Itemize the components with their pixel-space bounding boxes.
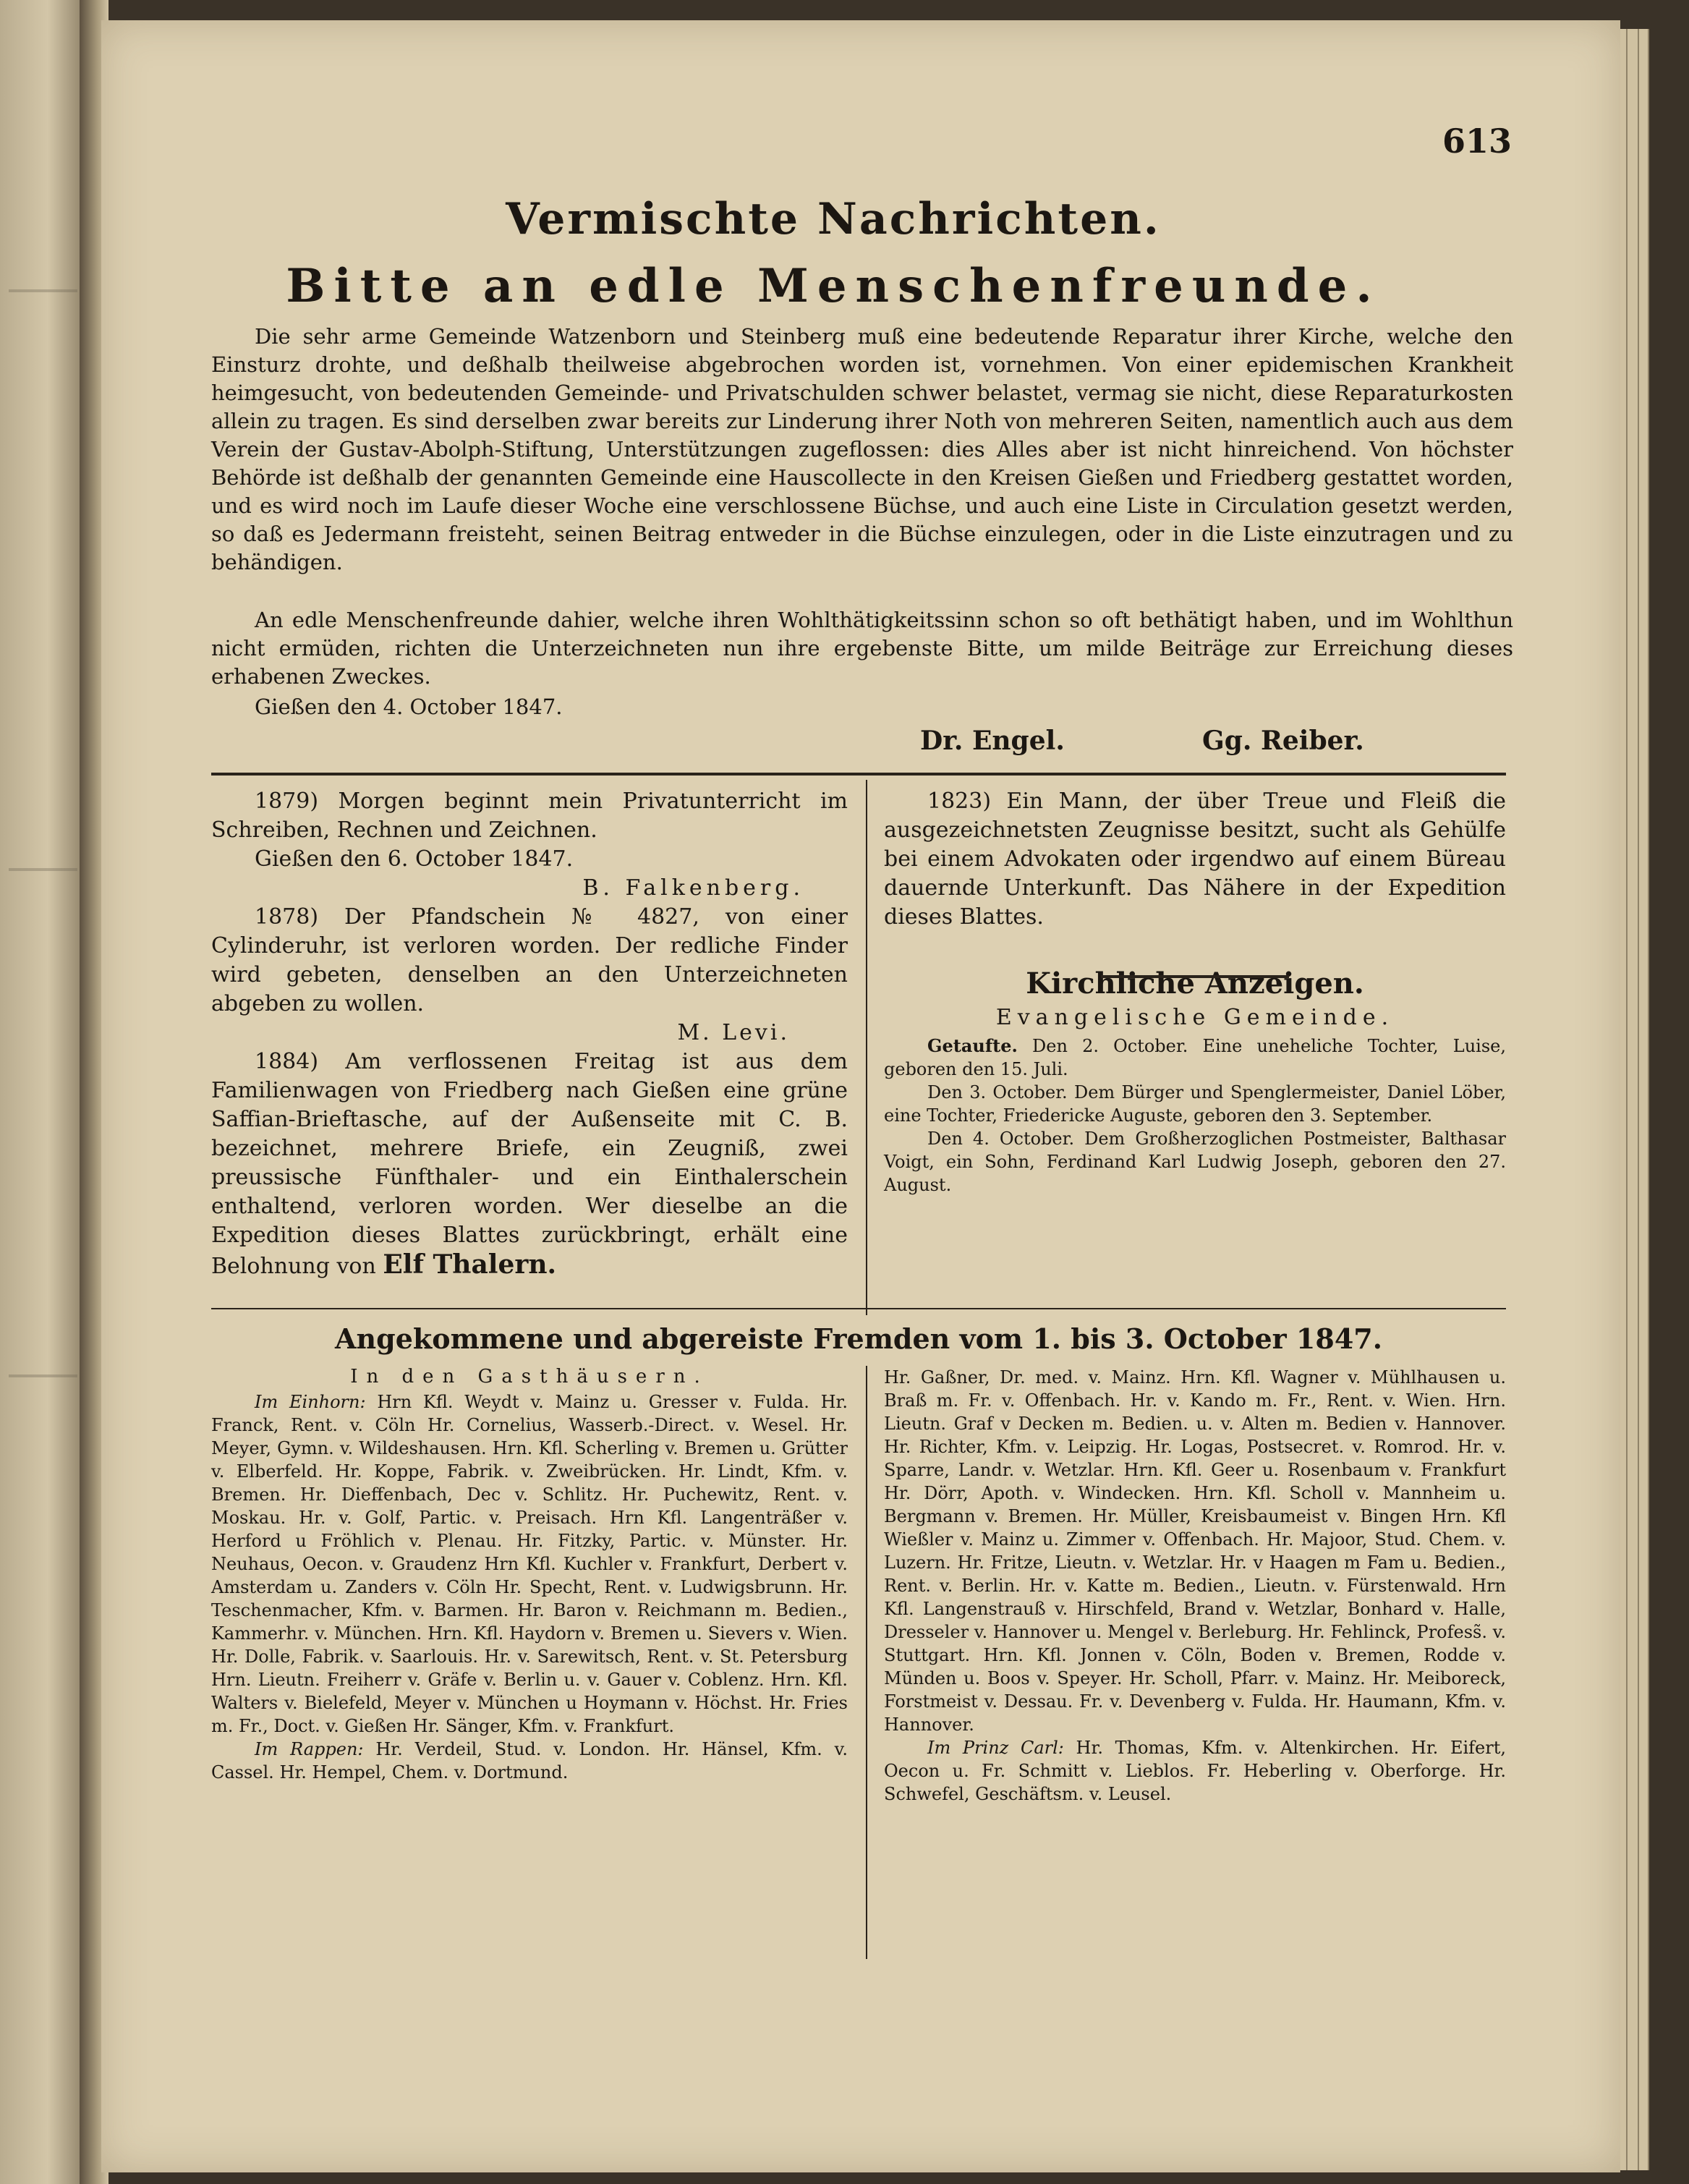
baptism-entry: Den 4. October. Dem Großherzoglichen Postmeister, Balthasar Voigt, ein Sohn, Ferdinand Karl Ludwig Joseph, geboren den 27. August. — [884, 1129, 1506, 1195]
notice-1878-signature: M. Levi. — [677, 1020, 790, 1045]
notice-1884-reward: Elf Thalern. — [383, 1249, 557, 1280]
section-divider — [211, 1308, 1506, 1309]
arrivals-subtitle: In den Gasthäusern. — [350, 1366, 709, 1388]
church-notices-title: Kirchliche Anzeigen. — [1026, 966, 1364, 1000]
baptism-entry — [884, 1034, 1506, 1081]
hotel-label-einhorn: Im Einhorn: — [255, 1392, 366, 1412]
arrivals-rappen — [211, 1738, 848, 1784]
newspaper-page — [101, 20, 1620, 2172]
hotel-label-rappen: Im Rappen: — [255, 1739, 364, 1759]
short-divider — [1101, 975, 1289, 978]
baptisms — [884, 1034, 1506, 1197]
appeal-date: Gießen den 4. October 1847. — [255, 694, 563, 719]
appeal-paragraph-1: Die sehr arme Gemeinde Watzenborn und Steinberg muß eine bedeutende Reparatur ihrer Kirche, welche den Einsturz drohte, und deßhalb theilweise abgebrochen worden ist, vornehmen. Von einer epidemischen Krankheit heimgesucht, von bedeutenden Gemeinde- und Privatschulden schwer belastet, vermag sie nicht, diese Reparaturkosten allein zu tragen. Es sind derselben zwar bereits zur Linderung ihrer Noth von mehreren Seiten, namentlich auch aus dem Verein der Gustav-Abolph-Stiftung, Unterstützungen zugeflossen: dies Alles aber ist nicht hinreichend. Von höchster Behörde ist deßhalb der genannten Gemeinde eine Hauscollecte in den Kreisen Gießen und Friedberg gestattet worden, und es wird noch im Laufe dieser Woche eine verschlossene Büchse, und auch eine Liste in Circulation gesetzt werden, so daß es Jedermann freisteht, seinen Beitrag entweder in die Büchse einzulegen, oder in die Liste einzutragen und zu behändigen. — [211, 324, 1513, 574]
arrivals-title: Angekommene und abgereiste Fremden vom 1. bis 3. October 1847. — [335, 1322, 1382, 1355]
section-title: Vermischte Nachrichten. — [506, 194, 1161, 245]
baptism-text: Den 2. October. Eine uneheliche Tochter, Luise, geboren den 15. Juli. — [884, 1036, 1506, 1079]
notice-1884 — [211, 1048, 848, 1281]
appeal-title: Bitte an edle Menschenfreunde. — [286, 259, 1381, 313]
signer-engel: Dr. Engel. — [920, 726, 1065, 756]
arrivals-continued: Hr. Gaßner, Dr. med. v. Mainz. Hrn. Kfl. Wagner v. Mühlhausen u. Braß m. Fr. v. Offenbach. Hr. v. Kando m. Fr., Rent. v. Wien. Hrn. Lieutn. Graf v Decken m. Bedien. u. v. Alten m. Bedien v. Hannover. Hr. Richter, Kfm. v. Leipzig. Hr. Logas, Postsecret. v. Romrod. Hr. v. Sparre, Landr. v. Wetzlar. Hrn. Kfl. Geer u. Rosenbaum v. Frankfurt Hr. Dörr, Apoth. v. Windecken. Hrn. Kfl. Scholl v. Mannheim u. Bergmann v. Bremen. Hr. Müller, Kreisbaumeist v. Bingen Hrn. Kfl Wießler v. Mainz u. Zimmer v. Offenbach. Hr. Majoor, Stud. Chem. v. Luzern. Hr. Fritze, Lieutn. v. Wetzlar. Hr. v Haagen m Fam u. Bedien., Rent. v. Berlin. Hr. v. Katte m. Bedien., Lieutn. v. Fürstenwald. Hrn Kfl. Langenstrauß v. Hirschfeld, Brand v. Wetzlar, Bonhard v. Halle, Dresseler v. Hannover u. Mengel v. Berleburg. Hr. Fehlinck, Profess̃. v. Stuttgart. Hrn. Kfl. Jonnen v. Cöln, Boden v. Bremen, Rodde v. Münden u. Boos v. Speyer. Hr. Scholl, Pfarr. v. Mainz. Hr. Meiboreck, Forstmeist v. Dessau. Fr. v. Devenberg v. Fulda. Hr. Haumann, Kfm. v. Hannover. — [884, 1367, 1506, 1735]
notices-right-column — [884, 787, 1506, 1197]
church-notices-subtitle: Evangelische Gemeinde. — [995, 1005, 1395, 1030]
arrivals-prinz-carl — [884, 1736, 1506, 1806]
signer-reiber: Gg. Reiber. — [1202, 726, 1364, 756]
baptism-label: Getaufte. — [927, 1035, 1018, 1056]
column-divider — [866, 1366, 867, 1959]
appeal-paragraph-2: An edle Menschenfreunde dahier, welche ihren Wohlthätigkeitssinn schon so oft bethätigt haben, und im Wohlthun nicht ermüden, richten die Unterzeichneten nun ihre ergebenste Bitte, um milde Beiträge zur Erreichung dieses erhabenen Zweckes. — [211, 608, 1513, 689]
section-divider — [211, 773, 1506, 776]
arrivals-prinz-text: Hr. Thomas, Kfm. v. Altenkirchen. Hr. Eifert, Oecon u. Fr. Schmitt v. Lieblos. Fr. Heberling v. Oberforge. Hr. Schwefel, Geschäftsm. v. Leusel. — [884, 1738, 1506, 1804]
column-divider — [866, 780, 867, 1315]
notice-1884-text: 1884) Am verflossenen Freitag ist aus dem Familienwagen von Friedberg nach Gießen eine grüne Saffian-Brieftasche, auf der Außenseite mit C. B. bezeichnet, mehrere Briefe, ein Zeugniß, zwei preussische Fünfthaler- und ein Einthalerschein enthaltend, verloren worden. Wer dieselbe an die Expedition dieses Blattes zurückbringt, erhält eine Belohnung von — [211, 1049, 848, 1279]
arrivals-einhorn-text: Hrn Kfl. Weydt v. Mainz u. Gresser v. Fulda. Hr. Franck, Rent. v. Cöln Hr. Cornelius, Wasserb.-Direct. v. Wesel. Hr. Meyer, Gymn. v. Wildeshausen. Hrn. Kfl. Scherling v. Bremen u. Grütter v. Elberfeld. Hr. Koppe, Fabrik. v. Zweibrücken. Hr. Lindt, Kfm. v. Bremen. Hr. Dieffenbach, Dec v. Schlitz. Hr. Puchewitz, Rent. v. Moskau. Hr. v. Golf, Partic. v. Preisach. Hrn Kfl. Langenträßer v. Herford u Fröhlich v. Plenau. Hr. Fitzky, Partic. v. Münster. Hr. Neuhaus, Oecon. v. Graudenz Hrn Kfl. Kuchler v. Frankfurt, Derbert v. Amsterdam u. Zanders v. Cöln Hr. Specht, Rent. v. Ludwigsbrunn. Hr. Teschenmacher, Kfm. v. Barmen. Hr. Baron v. Reichmann m. Bedien., Kammerhr. v. München. Hrn. Kfl. Haydorn v. Bremen u. Sievers v. Wien. Hr. Dolle, Fabrik. v. Saarlouis. Hr. v. Sarewitsch, Rent. v. St. Petersburg Hrn. Lieutn. Freiherr v. Gräfe v. Berlin u. v. Gauer v. Coblenz. Hrn. Kfl. Walters v. Bielefeld, Meyer v. München u Hoymann v. Höchst. Hr. Fries m. Fr., Doct. v. Gießen Hr. Sänger, Kfm. v. Frankfurt. — [211, 1392, 848, 1736]
notice-1879-signature: B. Falkenberg. — [582, 875, 804, 901]
baptism-entry: Den 3. October. Dem Bürger und Spenglermeister, Daniel Löber, eine Tochter, Friedericke Auguste, geboren den 3. September. — [884, 1082, 1506, 1126]
arrivals-left-column — [211, 1366, 848, 1784]
arrivals-right-column — [884, 1366, 1506, 1806]
notice-1823: 1823) Ein Mann, der über Treue und Fleiß die ausgezeichnetsten Zeugnisse besitzt, sucht als Gehülfe bei einem Advokaten oder irgendwo auf einem Büreau dauernde Unterkunft. Das Nähere in der Expedition dieses Blattes. — [884, 789, 1506, 930]
arrivals-rappen-text: Hr. Verdeil, Stud. v. London. Hr. Hänsel, Kfm. v. Cassel. Hr. Hempel, Chem. v. Dortmund. — [211, 1739, 848, 1783]
page-edge-stack — [1639, 29, 1649, 2170]
page-number: 613 — [1442, 122, 1512, 161]
hotel-label-prinz-carl: Im Prinz Carl: — [927, 1738, 1064, 1758]
facing-page-edge — [0, 0, 87, 2184]
notices-left-column — [211, 787, 848, 1281]
page-edge-stack — [1628, 29, 1639, 2170]
notice-1878: 1878) Der Pfandschein № 4827, von einer Cylinderuhr, ist verloren worden. Der redliche Finder wird gebeten, denselben an den Unterzeichneten abgeben zu wollen. — [211, 904, 848, 1016]
notice-1879-date: Gießen den 6. October 1847. — [255, 846, 574, 872]
arrivals-einhorn — [211, 1390, 848, 1738]
notice-1879: 1879) Morgen beginnt mein Privatunterricht im Schreiben, Rechnen und Zeichnen. — [211, 789, 848, 843]
